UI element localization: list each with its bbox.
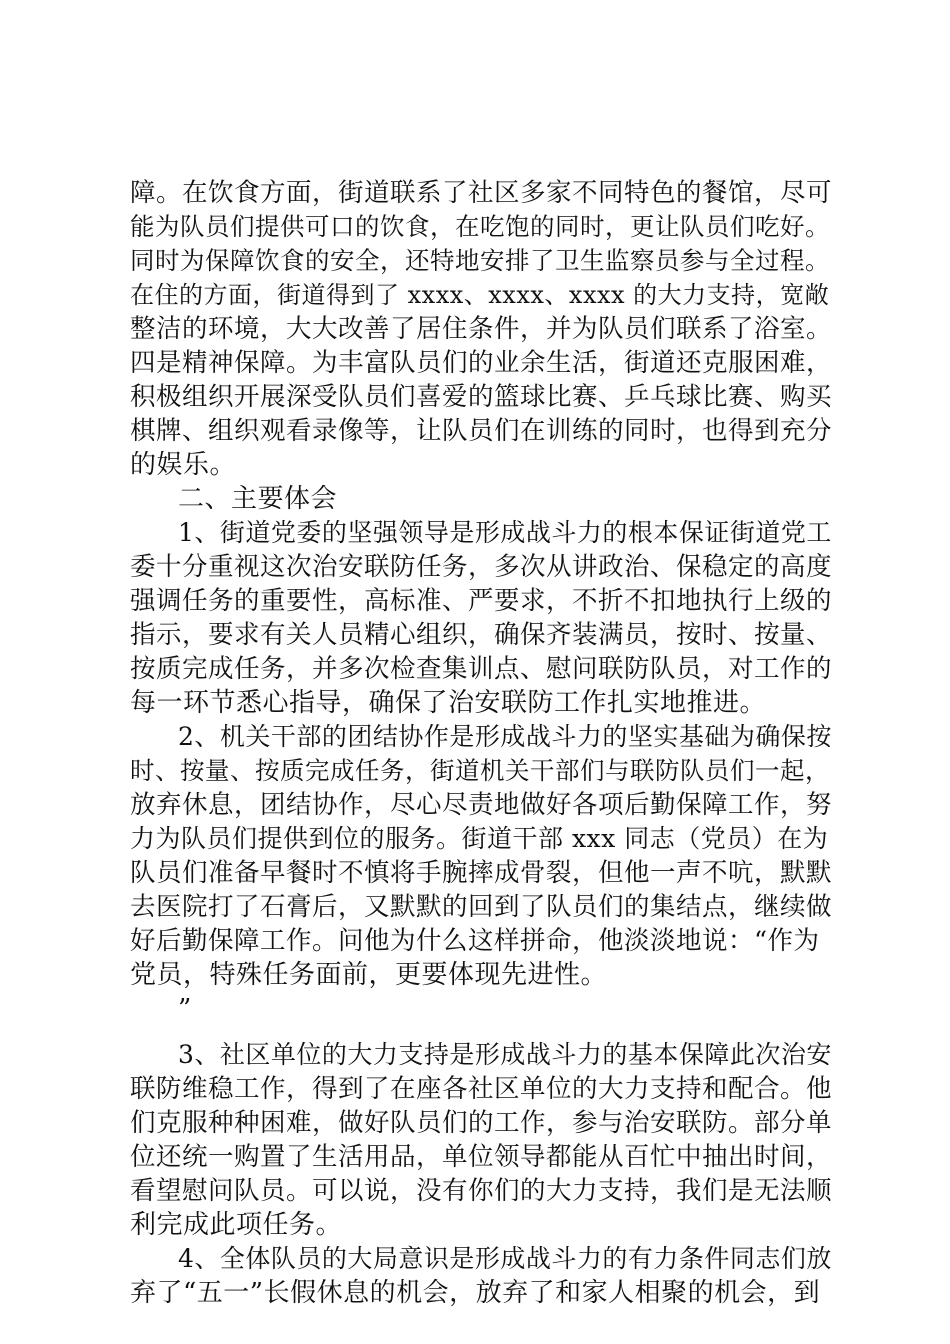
text-line: 弃了“五一”长假休息的机会，放弃了和家人相聚的机会，到: [130, 1278, 821, 1308]
text-line: 利完成此项任务。: [130, 1210, 343, 1240]
text-line: 看望慰问队员。可以说，没有你们的大力支持，我们是无法顺: [130, 1176, 833, 1206]
text-line: 去医院打了石膏后，又默默的回到了队员们的集结点，继续做: [130, 892, 833, 922]
text-line: 放弃休息，团结协作，尽心尽责地做好各项后勤保障工作，努: [130, 790, 833, 820]
text-line: 好后勤保障工作。问他为什么这样拼命，他淡淡地说：“作为: [130, 926, 820, 956]
section-heading: 二、主要体会: [178, 484, 338, 514]
text-line: 强调任务的重要性，高标准、严要求，不折不扣地执行上级的: [130, 586, 833, 616]
text-line: 能为队员们提供可口的饮食，在吃饱的同时，更让队员们吃好。: [130, 212, 830, 241]
text-line: 们克服种种困难，做好队员们的工作，参与治安联防。部分单: [130, 1108, 833, 1138]
text-line: 在住的方面，街道得到了 xxxx、xxxx、xxxx 的大力支持，宽敞: [130, 281, 830, 309]
text-line: 联防维稳工作，得到了在座各社区单位的大力支持和配合。他: [130, 1074, 833, 1104]
text-line: 1、街道党委的坚强领导是形成战斗力的根本保证街道党工: [178, 518, 832, 547]
text-line: 指示，要求有关人员精心组织，确保齐装满员，按时、按量、: [130, 620, 833, 650]
text-line: 3、社区单位的大力支持是形成战斗力的基本保障此次治安: [178, 1040, 832, 1069]
text-line: 障。在饮食方面，街道联系了社区多家不同特色的餐馆，尽可: [130, 178, 833, 208]
text-line: ”: [178, 994, 192, 1024]
text-line: 委十分重视这次治安联防任务，多次从讲政治、保稳定的高度: [130, 552, 833, 582]
text-line: 按质完成任务，并多次检查集训点、慰问联防队员，对工作的: [130, 654, 833, 684]
text-line: 4、全体队员的大局意识是形成战斗力的有力条件同志们放: [178, 1244, 832, 1273]
text-line: 的娱乐。: [130, 450, 237, 480]
text-line: 同时为保障饮食的安全，还特地安排了卫生监察员参与全过程。: [130, 246, 830, 275]
text-line: 四是精神保障。为丰富队员们的业余生活，街道还克服困难，: [130, 348, 833, 378]
text-line: 积极组织开展深受队员们喜爱的篮球比赛、乒乓球比赛、购买: [130, 382, 833, 412]
text-line: 整洁的环境，大大改善了居住条件，并为队员们联系了浴室。: [130, 314, 833, 344]
text-line: 党员，特殊任务面前，更要体现先进性。: [130, 960, 608, 990]
text-line: 力为队员们提供到位的服务。街道干部 xxx 同志（党员）在为: [130, 824, 829, 853]
text-line: 2、机关干部的团结协作是形成战斗力的坚实基础为确保按: [178, 722, 832, 751]
text-line: 位还统一购置了生活用品，单位领导都能从百忙中抽出时间，: [130, 1142, 833, 1172]
text-line: 每一环节悉心指导，确保了治安联防工作扎实地推进。: [130, 688, 767, 718]
text-line: 队员们准备早餐时不慎将手腕摔成骨裂，但他一声不吭，默默: [130, 858, 833, 888]
text-line: 时、按量、按质完成任务，街道机关干部们与联防队员们一起，: [130, 756, 830, 785]
text-line: 棋牌、组织观看录像等，让队员们在训练的同时，也得到充分: [130, 416, 833, 446]
